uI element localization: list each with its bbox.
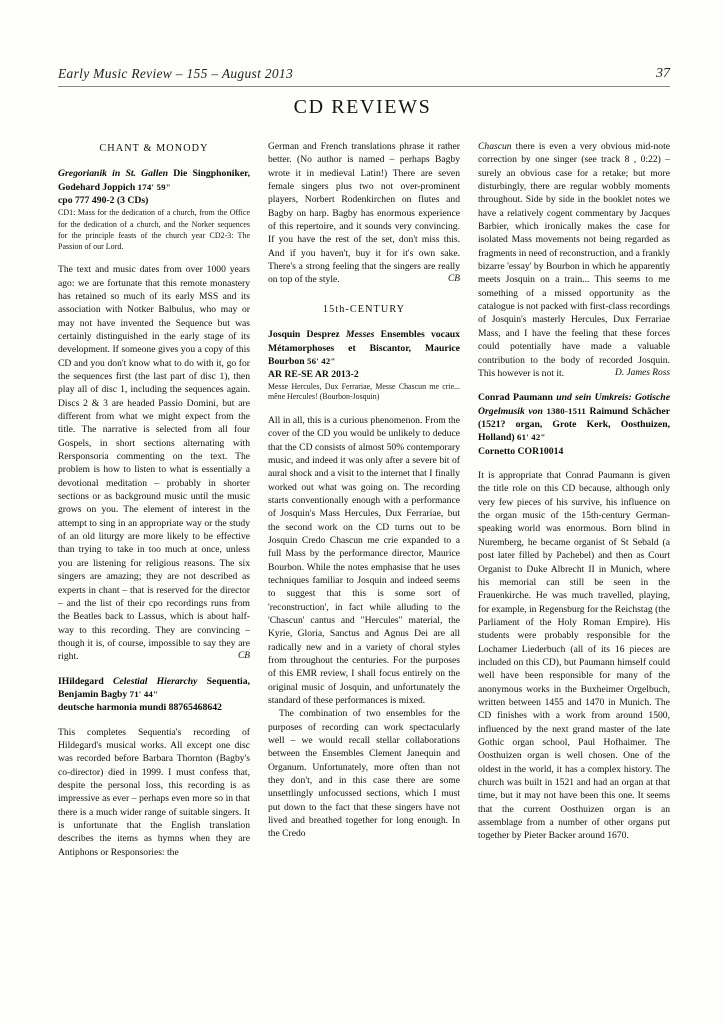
review-text: there is even a very obvious mid-note correction by one singer (see track 8 , 0:22) – surely an obvious case for a retake; but more disturbingly, there are regular wobbly moments throughout. Side by side in the booklet notes we have a relatively cogent commentary by Jacques Barbier, which ironically makes the case for isolated Mass movements not being regarded as fragments in need of reconstruction, and a frankly bizarre 'essay' by Bourbon in which he apparently meets Josquin on a train... This seems to me something of a missed opportunity as the catalogue is not packed with first-class recordings of Josquin's masterly Hercules, Dux Ferrariae Mass, and I have the feeling that these forces could potentially have made a valuable contribution to the body of recorded Josquin. This however is not it.: [478, 141, 670, 379]
review-paragraph: All in all, this is a curious phenomenon. From the cover of the CD you would be unlikely to deduce that the CD consists of almost 50% contemporary music, and indeed it was only after a severe bit of aural shock and a visit to the internet that I finally worked out what was going on. The recording starts conventionally enough with a performance of Josquin's Mass Hercules, Dux Ferrariae, but the second work on the CD turns out to be Josquin Credo Chascun me crie expanded to a full Mass by the performance director, Maurice Bourbon. While the notes emphasise that he uses techniques familiar to Josquin and indeed seems to suggest that this is some sort of 'reconstruction', in fact while alluding to the 'Chascun' cantus and "Hercules" material, the Kyrie, Gloria, Sanctus and Agnus Dei are all radically new and in a variety of choral styles from throughout the centuries. For the purposes of this EMR review, I shall focus entirely on the original music of Josquin, and unfortunately the standard of these performances is mixed.: [268, 414, 460, 707]
article-columns: [58, 140, 670, 972]
column-3: [478, 140, 670, 972]
cd-duration: 71' 44": [129, 688, 159, 699]
review-paragraph: The combination of two ensembles for the purposes of recording can work spectacularly well – we would recall stellar collaborations between the Ensembles Clement Janequin and Organum. Unfortunately, more often than not they don't, and in this case there are some unsettlingly unfocussed sections, which I must put down to the fact that these singers have not lived and breathed together for long enough. In the Credo: [268, 708, 460, 840]
review-paragraph: [268, 140, 460, 287]
cd-date-range: 1380-1511: [546, 405, 586, 416]
header-rule: [58, 86, 670, 87]
column-1: [58, 140, 250, 972]
page-title: CD REVIEWS: [293, 96, 432, 118]
paragraph-spacer: [58, 715, 250, 726]
paragraph-spacer: [268, 403, 460, 414]
cd-entry-heading: [58, 167, 250, 194]
cd-performers: Ensembles vocaux Métamorphoses et Biscantor, Maurice Bourbon: [268, 329, 460, 367]
cd-title: Celestial Hierarchy: [112, 675, 198, 687]
paragraph-spacer: [268, 287, 460, 298]
review-lead-italic: Chascun: [478, 141, 512, 152]
cd-performers: Sequentia, Benjamin Bagby: [58, 675, 250, 700]
cd-tracklist: Messe Hercules, Dux Ferrariae, Messe Chascun me crie... mêne Hercules! (Bourbon-Josquin): [268, 381, 460, 402]
review-paragraph: [478, 140, 670, 380]
cd-title: Messes: [345, 329, 375, 341]
cd-composer: Hildegard: [61, 675, 104, 687]
running-head: [58, 66, 670, 90]
cd-performers: Raimund Schächer (1521? organ, Grote Kerk, Oosthuizen, Holland): [478, 405, 670, 444]
page-number: 37: [656, 66, 670, 81]
paragraph-spacer: [478, 458, 670, 469]
cd-catalogue-number: cpo 777 490-2 (3 CDs): [58, 195, 149, 207]
review-paragraph: This completes Sequentia's recording of Hildegard's musical works. All except one disc was recorded before Barbara Thornton (Bagby's co-director) died in 1999. I must confess that, despite the personal loss, this recording is as impressive as ever – perhaps even more so in that there is a much wider range of suitable singers. It is unfortunate that the English translation describes the items as hymns when they are Antiphons or Responsories: the: [58, 726, 250, 858]
cd-duration: 56' 42": [307, 355, 336, 366]
cd-lead: I: [58, 675, 62, 687]
cd-duration: 174' 59": [137, 181, 171, 192]
cd-entry-heading: [268, 328, 460, 368]
paragraph-spacer: [58, 664, 250, 675]
review-text: German and French translations phrase it rather better. (No author is named – perhaps Bagby wrote it in medieval Latin!) There are seven female singers plus two not over-prominent players, Norbert Rodenkirchen on flutes and Bagby on harp. Bagby has enormous experience of this repertoire, and it sounds very convincing. If you have the rest of the set, don't miss this. And if you haven't, buy it for it's own sake. There's a strong feeling that the singers are really on top of the style.: [268, 141, 460, 286]
section-heading-chant-monody: CHANT & MONODY: [99, 143, 209, 154]
cd-contents-note: CD1: Mass for the dedication of a church, from the Office for the dedication of a church, and the Norker sequences for the principle feasts of the church year CD2-3: The Passion of our Lord.: [58, 208, 250, 252]
cd-title: Gregorianik in St. Gallen: [58, 168, 169, 180]
column-2: [268, 140, 460, 972]
cd-composer: Josquin Desprez: [268, 329, 340, 341]
cd-entry-heading: [58, 675, 250, 702]
cd-composer: Conrad Paumann: [478, 392, 553, 404]
review-paragraph: [58, 263, 250, 663]
cd-title: und sein Umkreis: Gotische Orgelmusik von: [478, 392, 670, 417]
reviewer-initials: CB: [238, 651, 250, 662]
cd-duration: 61' 42": [517, 432, 546, 443]
cd-performers: Die Singphoniker, Godehard Joppich: [58, 168, 250, 193]
paragraph-spacer: [478, 380, 670, 391]
cd-catalogue-number: AR RE-SE AR 2013-2: [268, 369, 359, 381]
paragraph-spacer: [58, 252, 250, 263]
cd-catalogue-number: Cornetto COR10014: [478, 445, 564, 457]
section-heading-15th-century: 15th-CENTURY: [322, 303, 406, 315]
cd-entry-heading: [478, 391, 670, 445]
cd-catalogue-number: deutsche harmonia mundi 88765468642: [58, 702, 222, 714]
reviewer-initials: CB: [448, 274, 460, 285]
review-paragraph: It is appropriate that Conrad Paumann is given the title role on this CD because, although only very few pieces of his survive, his influence on the organ music of the 15th-century German-speaking world was enormous. Born blind in Nuremberg, he became organist of St Sebald (a post later filled by Pachebel) and then as Court Organist to Duke Albrecht II in Munich, where his memorial can still be seen in the Frauenkirche. He was much travelled, playing, for example, in Regensburg for the Reichstag (the Parliament of the Holy Roman Empire). His students were probably responsible for the Lochamer Liederbuch (all of its 16 pieces are included on this CD), but Paumann himself could well have been responsible for many of the anonymous works in the Buxheimer Orgelbuch, written between 1455 and 1470 in Munich. The CD finishes with a work from around 1500, influenced by the next grand master of the late Gothic organ school, Paul Hofhaimer. The Oosthuizen organ is well chosen. One of the oldest in the world, it has a complex history. The church was built in 1521 and had an organ at that time, but it may not have been this one. It seems that the current Oosthuizen organ is an assemblage from a number of other organs put together by Pieter Backer around 1670.: [478, 470, 670, 842]
running-head-left: Early Music Review – 155 – August 2013: [58, 66, 293, 81]
reviewer-name: D. James Ross: [615, 367, 670, 378]
review-text: The text and music dates from over 1000 years ago: we are fortunate that this remote monastery has retained so much of its early MSS and its association with Notker Balbulus, who may or may not have invented the Sequence but was certainly distinguished in the early stage of its development. If someone gives you a copy of this CD and you don't know what to do with it, go for the sequences first (the last part of disc 1), then play all of disc 1, including the sequences again. Discs 2 & 3 are headed Passio Domini, but are different from what we might expect from the title. The narrative is selected from all four Gospels, in short sections alternating with Rersponsoria commenting on the text. The problem is how to listen to what is essentially a devotional meditation – probably in shorter sections or as background music until the music grows on you. The element of interest in the attempt to sing in an appropriate way or the study of an old liturgy are more likely to be effective than trying to take in too much at once, unless you are listening for religious reasons. The six singers are amazing; they are not described as experts in chant – that is reserved for the director – and the list of their cpo recordings runs from the Beatles back to Lassus, which is about half-way to this recording. They are convincing – though it is, of course, impossible to say they are right.: [58, 264, 250, 663]
